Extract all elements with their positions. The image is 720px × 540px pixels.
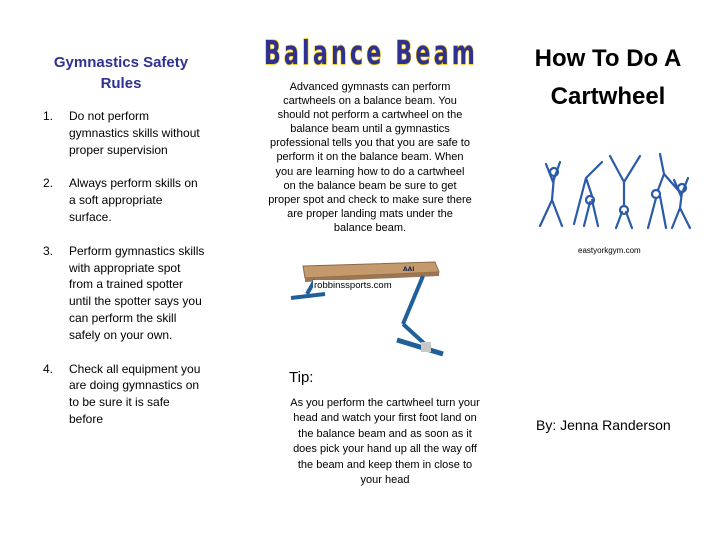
rule-number: 1. bbox=[43, 109, 54, 123]
safety-rules-title: Gymnastics Safety Rules bbox=[53, 54, 189, 92]
beam-logo: AAI bbox=[403, 266, 415, 273]
beam-image-credit: robbinssports.com bbox=[314, 280, 392, 291]
safety-rule bbox=[36, 243, 206, 344]
rule-number: 4. bbox=[43, 361, 54, 376]
safety-rules-panel bbox=[36, 52, 206, 445]
balance-beam-image bbox=[285, 258, 445, 358]
rule-text: Perform gymnastics skills with appropriate spot from a trained spotter until the spotter says you can perform the skill safely on your own. bbox=[69, 243, 205, 342]
cartwheel-title bbox=[510, 40, 706, 116]
banner-title: Balance Beam bbox=[264, 33, 478, 72]
safety-rule bbox=[36, 175, 206, 225]
beam-foot-left bbox=[291, 294, 325, 298]
cartwheel-title-line2: Cartwheel bbox=[550, 83, 666, 110]
beam-adjuster bbox=[421, 342, 431, 352]
safety-rule bbox=[36, 361, 206, 428]
safety-rule bbox=[36, 108, 206, 158]
rule-number: 3. bbox=[43, 243, 54, 258]
tip-paragraph: As you perform the cartwheel turn your head and watch your first foot land on the balance beam and as soon as it does pick your hand up all the way off the beam and keep them in close to your head bbox=[290, 397, 480, 487]
rule-text: Check all equipment you are doing gymnastics on to be sure it is safe before bbox=[69, 361, 201, 426]
rule-text: Always perform skills on a soft appropriate surface. bbox=[69, 176, 198, 224]
cartwheel-figure-2 bbox=[574, 162, 602, 226]
tip-label: Tip: bbox=[289, 369, 314, 386]
safety-rules-list bbox=[36, 108, 206, 428]
balance-beam-banner bbox=[254, 24, 488, 74]
cartwheel-figure-3 bbox=[610, 156, 640, 228]
cartwheel-image-credit: eastyorkgym.com bbox=[578, 246, 641, 255]
cartwheel-figure-4 bbox=[648, 154, 678, 228]
beam-leg-right bbox=[403, 276, 423, 324]
rule-text: Do not perform gymnastics skills without proper supervision bbox=[69, 109, 200, 157]
rule-number: 2. bbox=[43, 176, 54, 191]
author-byline: By: Jenna Randerson bbox=[536, 417, 671, 433]
cartwheel-title-line1: How To Do A bbox=[534, 45, 682, 72]
intro-paragraph: Advanced gymnasts can perform cartwheels on a balance beam. You should not perform a cartwheel on the balance beam until a gymnastics professional tells you that you are safe to perform it on the balance beam. When you are learning how to do a cartwheel on the balance beam be sure to get proper spot and check to make sure there are proper landing mats under the balance beam. bbox=[268, 81, 472, 234]
cartwheel-sequence-image bbox=[532, 150, 692, 234]
cartwheel-figure-1 bbox=[540, 162, 562, 226]
